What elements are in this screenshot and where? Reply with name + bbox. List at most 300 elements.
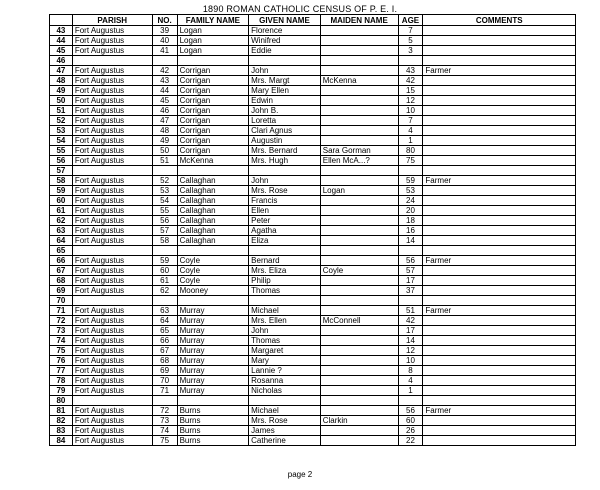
- age-cell: 57: [398, 266, 423, 276]
- given-name-cell: Eliza: [249, 236, 321, 246]
- comments-cell: [423, 286, 576, 296]
- age-cell: 43: [398, 66, 423, 76]
- age-cell: 14: [398, 336, 423, 346]
- given-name-cell: Mrs. Margt: [249, 76, 321, 86]
- row-number: 71: [50, 306, 73, 316]
- family-name-cell: Coyle: [177, 276, 249, 286]
- table-row: [50, 316, 576, 326]
- parish-cell: Fort Augustus: [72, 386, 152, 396]
- row-number: 57: [50, 166, 73, 176]
- parish-cell: [72, 396, 152, 406]
- maiden-name-cell: [320, 106, 398, 116]
- table-row: [50, 176, 576, 186]
- row-number: 83: [50, 426, 73, 436]
- family-name-cell: Callaghan: [177, 236, 249, 246]
- comments-cell: [423, 326, 576, 336]
- family-name-cell: Corrigan: [177, 66, 249, 76]
- maiden-name-cell: [320, 246, 398, 256]
- maiden-name-cell: [320, 26, 398, 36]
- maiden-name-cell: [320, 436, 398, 446]
- comments-cell: [423, 136, 576, 146]
- age-cell: 42: [398, 76, 423, 86]
- given-name-cell: Peter: [249, 216, 321, 226]
- given-name-cell: Augustin: [249, 136, 321, 146]
- table-row: [50, 136, 576, 146]
- family-name-cell: Burns: [177, 406, 249, 416]
- family-name-cell: [177, 56, 249, 66]
- parish-cell: Fort Augustus: [72, 306, 152, 316]
- comments-cell: [423, 226, 576, 236]
- no-cell: 59: [152, 256, 177, 266]
- table-row: [50, 206, 576, 216]
- page-footer: page 2: [287, 470, 313, 479]
- row-number: 76: [50, 356, 73, 366]
- table-row: [50, 256, 576, 266]
- maiden-name-cell: [320, 366, 398, 376]
- comments-cell: Farmer: [423, 306, 576, 316]
- maiden-name-cell: [320, 276, 398, 286]
- maiden-name-cell: [320, 116, 398, 126]
- table-row: [50, 326, 576, 336]
- comments-cell: [423, 376, 576, 386]
- given-name-cell: Lannie ?: [249, 366, 321, 376]
- maiden-name-cell: [320, 86, 398, 96]
- row-number: 78: [50, 376, 73, 386]
- row-number: 48: [50, 76, 73, 86]
- table-row: [50, 126, 576, 136]
- table-row: [50, 236, 576, 246]
- family-name-cell: Corrigan: [177, 146, 249, 156]
- no-cell: [152, 396, 177, 406]
- given-name-cell: Mrs. Ellen: [249, 316, 321, 326]
- table-row: [50, 336, 576, 346]
- comments-cell: [423, 106, 576, 116]
- row-number: 73: [50, 326, 73, 336]
- family-name-cell: Corrigan: [177, 126, 249, 136]
- row-number: 81: [50, 406, 73, 416]
- no-cell: 70: [152, 376, 177, 386]
- comments-cell: [423, 186, 576, 196]
- family-name-cell: Callaghan: [177, 186, 249, 196]
- maiden-name-cell: [320, 326, 398, 336]
- maiden-name-cell: [320, 256, 398, 266]
- given-name-cell: John B.: [249, 106, 321, 116]
- table-row: [50, 396, 576, 406]
- parish-cell: Fort Augustus: [72, 266, 152, 276]
- no-cell: 52: [152, 176, 177, 186]
- no-cell: 55: [152, 206, 177, 216]
- given-name-cell: Agatha: [249, 226, 321, 236]
- parish-cell: [72, 296, 152, 306]
- family-name-cell: [177, 166, 249, 176]
- no-cell: 68: [152, 356, 177, 366]
- page-title: 1890 ROMAN CATHOLIC CENSUS OF P. E. I.: [202, 4, 398, 14]
- maiden-name-cell: [320, 306, 398, 316]
- comments-cell: [423, 266, 576, 276]
- parish-cell: Fort Augustus: [72, 436, 152, 446]
- table-row: [50, 436, 576, 446]
- age-cell: 17: [398, 276, 423, 286]
- no-cell: [152, 166, 177, 176]
- family-name-cell: Corrigan: [177, 116, 249, 126]
- maiden-name-cell: [320, 46, 398, 56]
- table-row: [50, 416, 576, 426]
- parish-cell: Fort Augustus: [72, 356, 152, 366]
- age-cell: 42: [398, 316, 423, 326]
- given-name-cell: Catherine: [249, 436, 321, 446]
- header-no: NO.: [152, 15, 177, 26]
- age-cell: 20: [398, 206, 423, 216]
- age-cell: 4: [398, 126, 423, 136]
- maiden-name-cell: [320, 396, 398, 406]
- maiden-name-cell: McConnell: [320, 316, 398, 326]
- table-row: [50, 106, 576, 116]
- row-number: 64: [50, 236, 73, 246]
- table-row: [50, 296, 576, 306]
- age-cell: 56: [398, 406, 423, 416]
- comments-cell: [423, 26, 576, 36]
- maiden-name-cell: Sara Gorman: [320, 146, 398, 156]
- parish-cell: [72, 166, 152, 176]
- no-cell: 66: [152, 336, 177, 346]
- row-number: 44: [50, 36, 73, 46]
- no-cell: 60: [152, 266, 177, 276]
- table-row: [50, 306, 576, 316]
- comments-cell: [423, 56, 576, 66]
- parish-cell: Fort Augustus: [72, 146, 152, 156]
- family-name-cell: [177, 396, 249, 406]
- comments-cell: [423, 246, 576, 256]
- row-number: 55: [50, 146, 73, 156]
- age-cell: 53: [398, 186, 423, 196]
- parish-cell: Fort Augustus: [72, 346, 152, 356]
- table-row: [50, 26, 576, 36]
- given-name-cell: Philip: [249, 276, 321, 286]
- given-name-cell: [249, 56, 321, 66]
- comments-cell: [423, 206, 576, 216]
- given-name-cell: Bernard: [249, 256, 321, 266]
- family-name-cell: Murray: [177, 326, 249, 336]
- comments-cell: [423, 96, 576, 106]
- no-cell: 72: [152, 406, 177, 416]
- row-number: 69: [50, 286, 73, 296]
- comments-cell: Farmer: [423, 256, 576, 266]
- comments-cell: [423, 46, 576, 56]
- table-row: [50, 406, 576, 416]
- comments-cell: [423, 416, 576, 426]
- maiden-name-cell: [320, 226, 398, 236]
- row-number: 63: [50, 226, 73, 236]
- comments-cell: Farmer: [423, 176, 576, 186]
- given-name-cell: Margaret: [249, 346, 321, 356]
- family-name-cell: Murray: [177, 336, 249, 346]
- table-row: [50, 156, 576, 166]
- family-name-cell: Logan: [177, 46, 249, 56]
- age-cell: 75: [398, 156, 423, 166]
- no-cell: 57: [152, 226, 177, 236]
- maiden-name-cell: [320, 406, 398, 416]
- parish-cell: Fort Augustus: [72, 76, 152, 86]
- no-cell: [152, 296, 177, 306]
- table-row: [50, 96, 576, 106]
- comments-cell: [423, 346, 576, 356]
- comments-cell: [423, 166, 576, 176]
- comments-cell: [423, 296, 576, 306]
- table-row: [50, 146, 576, 156]
- header-given-name: GIVEN NAME: [249, 15, 321, 26]
- maiden-name-cell: [320, 126, 398, 136]
- row-number: 75: [50, 346, 73, 356]
- table-row: [50, 46, 576, 56]
- no-cell: 47: [152, 116, 177, 126]
- given-name-cell: [249, 296, 321, 306]
- family-name-cell: Murray: [177, 306, 249, 316]
- given-name-cell: Thomas: [249, 286, 321, 296]
- parish-cell: Fort Augustus: [72, 186, 152, 196]
- table-row: [50, 196, 576, 206]
- header-maiden-name: MAIDEN NAME: [320, 15, 398, 26]
- comments-cell: [423, 276, 576, 286]
- age-cell: 1: [398, 136, 423, 146]
- row-number: 50: [50, 96, 73, 106]
- comments-cell: Farmer: [423, 406, 576, 416]
- age-cell: 22: [398, 436, 423, 446]
- maiden-name-cell: [320, 196, 398, 206]
- age-cell: 26: [398, 426, 423, 436]
- parish-cell: Fort Augustus: [72, 66, 152, 76]
- row-number: 49: [50, 86, 73, 96]
- comments-cell: [423, 236, 576, 246]
- family-name-cell: Logan: [177, 36, 249, 46]
- comments-cell: [423, 216, 576, 226]
- header-rownum: [50, 15, 73, 26]
- comments-cell: [423, 336, 576, 346]
- row-number: 77: [50, 366, 73, 376]
- given-name-cell: Michael: [249, 306, 321, 316]
- table-row: [50, 386, 576, 396]
- given-name-cell: John: [249, 66, 321, 76]
- age-cell: 17: [398, 326, 423, 336]
- maiden-name-cell: [320, 376, 398, 386]
- parish-cell: Fort Augustus: [72, 376, 152, 386]
- comments-cell: [423, 436, 576, 446]
- maiden-name-cell: [320, 66, 398, 76]
- row-number: 84: [50, 436, 73, 446]
- age-cell: 10: [398, 356, 423, 366]
- age-cell: 14: [398, 236, 423, 246]
- age-cell: 18: [398, 216, 423, 226]
- maiden-name-cell: Coyle: [320, 266, 398, 276]
- comments-cell: [423, 76, 576, 86]
- parish-cell: Fort Augustus: [72, 286, 152, 296]
- family-name-cell: Mooney: [177, 286, 249, 296]
- row-number: 51: [50, 106, 73, 116]
- family-name-cell: Callaghan: [177, 206, 249, 216]
- comments-cell: Farmer: [423, 66, 576, 76]
- row-number: 80: [50, 396, 73, 406]
- family-name-cell: Coyle: [177, 256, 249, 266]
- age-cell: 12: [398, 96, 423, 106]
- parish-cell: Fort Augustus: [72, 106, 152, 116]
- maiden-name-cell: Logan: [320, 186, 398, 196]
- parish-cell: Fort Augustus: [72, 216, 152, 226]
- no-cell: 75: [152, 436, 177, 446]
- header-family-name: FAMILY NAME: [177, 15, 249, 26]
- no-cell: 40: [152, 36, 177, 46]
- maiden-name-cell: [320, 426, 398, 436]
- parish-cell: Fort Augustus: [72, 406, 152, 416]
- no-cell: 53: [152, 186, 177, 196]
- row-number: 45: [50, 46, 73, 56]
- parish-cell: Fort Augustus: [72, 236, 152, 246]
- row-number: 58: [50, 176, 73, 186]
- row-number: 65: [50, 246, 73, 256]
- parish-cell: Fort Augustus: [72, 416, 152, 426]
- comments-cell: [423, 386, 576, 396]
- no-cell: 56: [152, 216, 177, 226]
- header-parish: PARISH: [72, 15, 152, 26]
- parish-cell: Fort Augustus: [72, 336, 152, 346]
- comments-cell: [423, 396, 576, 406]
- table-row: [50, 426, 576, 436]
- parish-cell: Fort Augustus: [72, 86, 152, 96]
- parish-cell: Fort Augustus: [72, 366, 152, 376]
- parish-cell: Fort Augustus: [72, 256, 152, 266]
- no-cell: 45: [152, 96, 177, 106]
- no-cell: 46: [152, 106, 177, 116]
- comments-cell: [423, 126, 576, 136]
- row-number: 61: [50, 206, 73, 216]
- given-name-cell: Mary: [249, 356, 321, 366]
- family-name-cell: Coyle: [177, 266, 249, 276]
- maiden-name-cell: Ellen McA...?: [320, 156, 398, 166]
- row-number: 47: [50, 66, 73, 76]
- family-name-cell: Burns: [177, 416, 249, 426]
- parish-cell: Fort Augustus: [72, 156, 152, 166]
- family-name-cell: Callaghan: [177, 196, 249, 206]
- no-cell: 54: [152, 196, 177, 206]
- row-number: 70: [50, 296, 73, 306]
- age-cell: [398, 166, 423, 176]
- age-cell: 4: [398, 376, 423, 386]
- family-name-cell: Corrigan: [177, 76, 249, 86]
- maiden-name-cell: [320, 386, 398, 396]
- age-cell: 51: [398, 306, 423, 316]
- parish-cell: Fort Augustus: [72, 96, 152, 106]
- age-cell: 16: [398, 226, 423, 236]
- given-name-cell: [249, 396, 321, 406]
- table-row: [50, 216, 576, 226]
- row-number: 56: [50, 156, 73, 166]
- row-number: 66: [50, 256, 73, 266]
- family-name-cell: [177, 296, 249, 306]
- given-name-cell: Mrs. Bernard: [249, 146, 321, 156]
- age-cell: 8: [398, 366, 423, 376]
- row-number: 52: [50, 116, 73, 126]
- table-row: [50, 366, 576, 376]
- maiden-name-cell: [320, 206, 398, 216]
- given-name-cell: Mary Ellen: [249, 86, 321, 96]
- table-row: [50, 66, 576, 76]
- parish-cell: Fort Augustus: [72, 126, 152, 136]
- no-cell: 74: [152, 426, 177, 436]
- age-cell: 15: [398, 86, 423, 96]
- parish-cell: Fort Augustus: [72, 326, 152, 336]
- no-cell: [152, 56, 177, 66]
- family-name-cell: Burns: [177, 436, 249, 446]
- no-cell: 51: [152, 156, 177, 166]
- row-number: 62: [50, 216, 73, 226]
- family-name-cell: Callaghan: [177, 226, 249, 236]
- no-cell: [152, 246, 177, 256]
- age-cell: 10: [398, 106, 423, 116]
- maiden-name-cell: [320, 176, 398, 186]
- no-cell: 49: [152, 136, 177, 146]
- parish-cell: Fort Augustus: [72, 276, 152, 286]
- parish-cell: Fort Augustus: [72, 206, 152, 216]
- table-row: [50, 266, 576, 276]
- row-number: 43: [50, 26, 73, 36]
- family-name-cell: Corrigan: [177, 136, 249, 146]
- row-number: 53: [50, 126, 73, 136]
- row-number: 67: [50, 266, 73, 276]
- given-name-cell: Eddie: [249, 46, 321, 56]
- no-cell: 71: [152, 386, 177, 396]
- maiden-name-cell: [320, 336, 398, 346]
- family-name-cell: Murray: [177, 316, 249, 326]
- no-cell: 73: [152, 416, 177, 426]
- family-name-cell: Murray: [177, 356, 249, 366]
- comments-cell: [423, 356, 576, 366]
- table-row: [50, 116, 576, 126]
- age-cell: 59: [398, 176, 423, 186]
- no-cell: 50: [152, 146, 177, 156]
- given-name-cell: Francis: [249, 196, 321, 206]
- family-name-cell: Murray: [177, 376, 249, 386]
- table-row: [50, 56, 576, 66]
- maiden-name-cell: [320, 236, 398, 246]
- age-cell: 1: [398, 386, 423, 396]
- table-row: [50, 226, 576, 236]
- given-name-cell: Nicholas: [249, 386, 321, 396]
- no-cell: 42: [152, 66, 177, 76]
- table-row: [50, 86, 576, 96]
- row-number: 59: [50, 186, 73, 196]
- given-name-cell: [249, 246, 321, 256]
- age-cell: 7: [398, 116, 423, 126]
- given-name-cell: Rosanna: [249, 376, 321, 386]
- given-name-cell: Thomas: [249, 336, 321, 346]
- table-row: [50, 356, 576, 366]
- parish-cell: Fort Augustus: [72, 176, 152, 186]
- no-cell: 41: [152, 46, 177, 56]
- row-number: 79: [50, 386, 73, 396]
- row-number: 46: [50, 56, 73, 66]
- age-cell: 37: [398, 286, 423, 296]
- no-cell: 65: [152, 326, 177, 336]
- no-cell: 44: [152, 86, 177, 96]
- table-row: [50, 166, 576, 176]
- given-name-cell: Mrs. Hugh: [249, 156, 321, 166]
- header-row: [50, 15, 576, 26]
- row-number: 54: [50, 136, 73, 146]
- given-name-cell: John: [249, 176, 321, 186]
- maiden-name-cell: [320, 166, 398, 176]
- given-name-cell: Ellen: [249, 206, 321, 216]
- age-cell: 60: [398, 416, 423, 426]
- given-name-cell: Mrs. Rose: [249, 186, 321, 196]
- family-name-cell: Callaghan: [177, 176, 249, 186]
